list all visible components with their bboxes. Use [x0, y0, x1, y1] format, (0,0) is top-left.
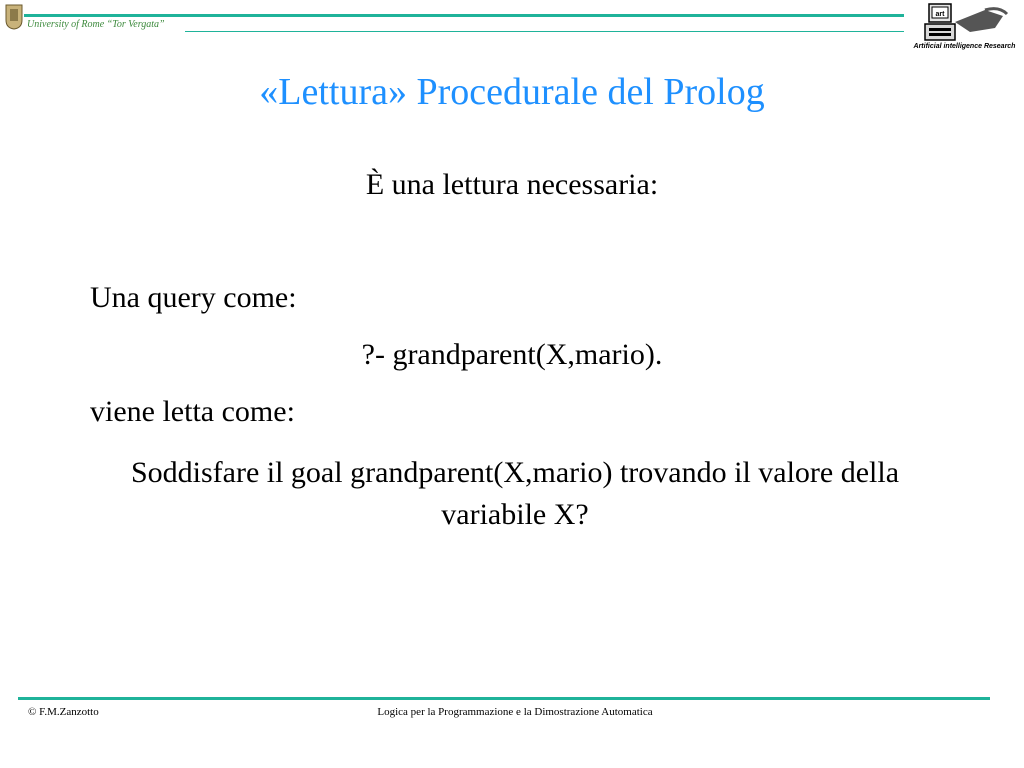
reading-intro-line: viene letta come: [90, 395, 295, 428]
art-lab-logo-text: Artificial intelligence Research [913, 43, 1016, 50]
footer-author: © F.M.Zanzotto [28, 706, 99, 718]
query-example-line: ?- grandparent(X,mario). [361, 338, 663, 371]
header-rule [24, 14, 904, 17]
reading-explanation-line: Soddisfare il goal grandparent(X,mario) trovando il valore della variabile X? [130, 456, 900, 531]
intro-line: È una lettura necessaria: [365, 168, 659, 201]
university-shield-icon [5, 4, 23, 30]
footer-rule [18, 697, 990, 700]
art-badge: art [935, 11, 945, 18]
footer-course: Logica per la Programmazione e la Dimostrazione Automatica [377, 706, 653, 718]
query-intro-line: Una query come: [90, 281, 297, 314]
header-rule-thin [185, 31, 904, 32]
university-label: University of Rome “Tor Vergata” [27, 19, 165, 30]
slide-title: «Lettura» Procedurale del Prolog [259, 71, 765, 113]
